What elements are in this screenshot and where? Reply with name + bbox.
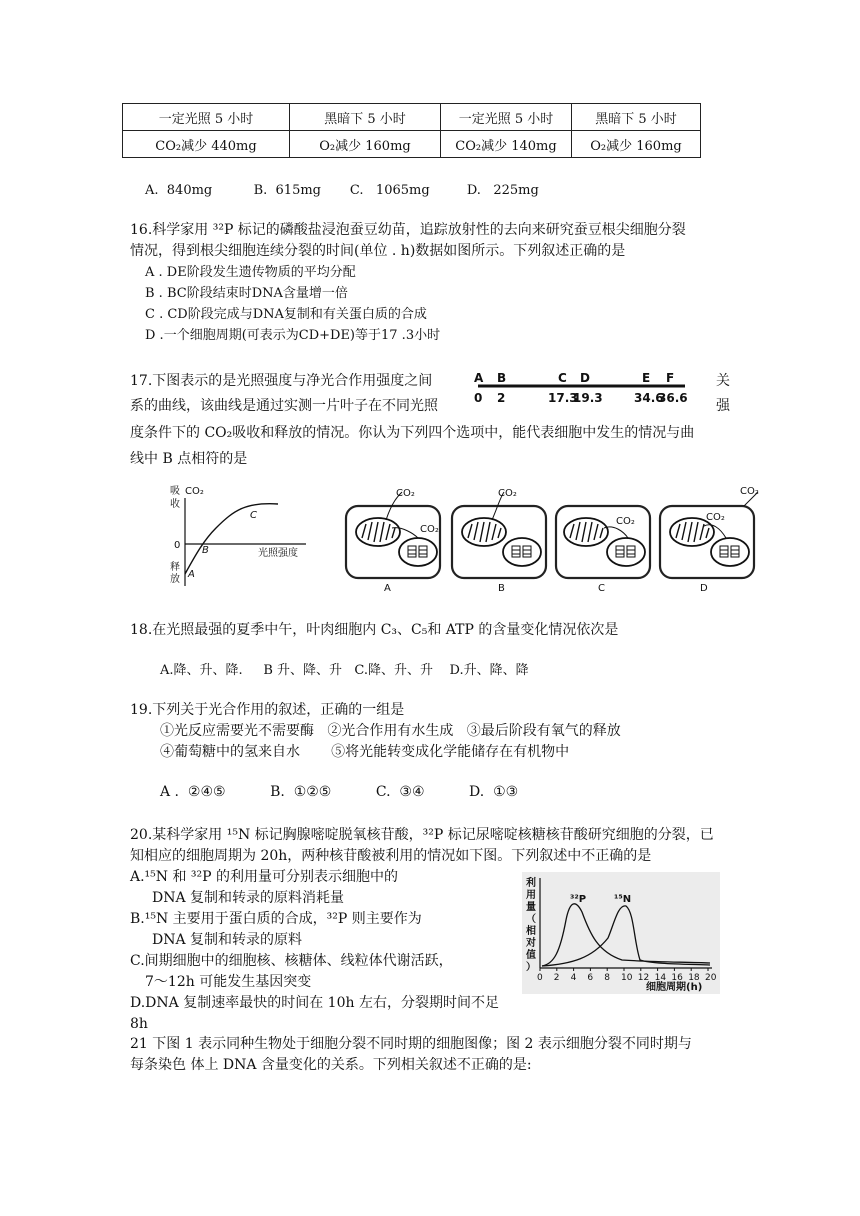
chloroplast-icon bbox=[399, 538, 437, 566]
tick-label: 20 bbox=[705, 973, 717, 983]
tick-label: 12 bbox=[637, 973, 650, 983]
tick-label: 6 bbox=[587, 973, 594, 983]
co2-label: CO₂ bbox=[396, 488, 415, 499]
graph-ylabel: 放 bbox=[170, 574, 180, 585]
mitochondrion-icon bbox=[462, 518, 506, 546]
q20-option-c1: C.间期细胞中的细胞核、核糖体、线粒体代谢活跃， bbox=[130, 953, 453, 969]
tick-label: 8 bbox=[604, 973, 610, 983]
table-header: 一定光照 5 小时 bbox=[123, 104, 290, 131]
data-table bbox=[122, 103, 701, 158]
q16-stem-line1: 16.科学家用 ³²P 标记的磷酸盐浸泡蚕豆幼苗，追踪放射性的去向来研究蚕豆根尖细胞分裂 bbox=[130, 222, 686, 238]
cell-label-c: C bbox=[598, 583, 605, 594]
timeline-value: 0 bbox=[474, 391, 483, 405]
graph-ylabel-char: 值 bbox=[526, 950, 536, 961]
cell-cycle-timeline bbox=[470, 368, 690, 408]
q21-stem-line1: 21 下图 1 表示同种生物处于细胞分裂不同时期的细胞图像；图 2 表示细胞分裂不同时期与 bbox=[130, 1036, 692, 1052]
timeline-letter: C bbox=[558, 371, 567, 385]
graph-ylabel-char: 对 bbox=[526, 938, 536, 949]
mitochondrion-icon bbox=[564, 518, 608, 546]
q21-stem-line2: 每条染色 体上 DNA 含量变化的关系。下列相关叙述不正确的是: bbox=[130, 1057, 532, 1073]
graph-ylabel-char: ） bbox=[526, 962, 536, 973]
table-cell: O₂减少 160mg bbox=[572, 131, 701, 158]
cell-diagrams bbox=[340, 482, 770, 594]
graph-ylabel-char: 用 bbox=[526, 890, 536, 901]
table-cell: CO₂减少 440mg bbox=[123, 131, 290, 158]
q16-stem-line2: 情况，得到根尖细胞连续分裂的时间(单位 . h)数据如图所示。下列叙述正确的是 bbox=[130, 243, 626, 259]
timeline-value: 17.3 bbox=[548, 391, 578, 405]
q17-stem-line3: 度条件下的 CO₂吸收和释放的情况。你认为下列四个选项中，能代表细胞中发生的情况与曲 bbox=[130, 425, 695, 441]
graph-ylabel-char: 相 bbox=[526, 926, 536, 937]
q19-statements-2: ④葡萄糖中的氢来自水 ⑤将光能转变成化学能储存在有机物中 bbox=[160, 744, 570, 760]
cell-label-b: B bbox=[498, 583, 505, 594]
tick-label: 16 bbox=[671, 973, 683, 983]
q20-option-a2: DNA 复制和转录的原料消耗量 bbox=[152, 890, 345, 906]
timeline-value: 36.6 bbox=[658, 391, 688, 405]
timeline-value: 2 bbox=[497, 391, 506, 405]
graph-ylabel: 吸 bbox=[170, 486, 180, 497]
q15-options: A. 840mg B. 615mg C. 1065mg D. 225mg bbox=[145, 183, 539, 198]
co2-label: CO₂ bbox=[740, 486, 759, 497]
point-label: C bbox=[250, 510, 257, 521]
chloroplast-icon bbox=[711, 538, 749, 566]
graph-zero: 0 bbox=[174, 540, 181, 551]
tick-label: 18 bbox=[688, 973, 700, 983]
q20-option-c2: 7～12h 可能发生基因突变 bbox=[145, 974, 312, 990]
graph-co2-label: CO₂ bbox=[185, 486, 204, 497]
q19-statements-1: ①光反应需要光不需要酶 ②光合作用有水生成 ③最后阶段有氧气的释放 bbox=[160, 723, 621, 739]
co2-label: CO₂ bbox=[498, 488, 517, 499]
timeline-letter: F bbox=[666, 371, 675, 385]
q16-option-d: D .一个细胞周期(可表示为CD+DE)等于17 .3小时 bbox=[145, 328, 441, 343]
series-label-p32: ³²P bbox=[570, 894, 587, 905]
tick-label: 2 bbox=[553, 973, 560, 983]
graph-ylabel-char: 量 bbox=[526, 902, 536, 913]
tick-label: 14 bbox=[654, 973, 667, 983]
q19-stem: 19.下列关于光合作用的叙述，正确的一组是 bbox=[130, 702, 405, 718]
tick-label: 4 bbox=[570, 973, 577, 983]
tick-label: 10 bbox=[621, 973, 633, 983]
series-label-n15: ¹⁵N bbox=[614, 894, 632, 905]
photosynthesis-curve bbox=[166, 482, 316, 590]
table-cell: O₂减少 160mg bbox=[290, 131, 441, 158]
graph-ylabel-char: 利 bbox=[526, 878, 536, 889]
q17-stem-line1b: 关 bbox=[716, 373, 730, 389]
q20-option-b1: B.¹⁵N 主要用于蛋白质的合成，³²P 则主要作为 bbox=[130, 911, 422, 927]
q20-option-d1: D.DNA 复制速率最快的时间在 10h 左右，分裂期时间不足 bbox=[130, 995, 499, 1011]
co2-label: CO₂ bbox=[616, 516, 635, 527]
q17-stem-line2b: 强 bbox=[716, 398, 730, 414]
timeline-letter: D bbox=[580, 371, 590, 385]
graph-ylabel-char: （ bbox=[526, 914, 536, 925]
graph-xlabel: 细胞周期(h) bbox=[646, 982, 703, 993]
q18-stem: 18.在光照最强的夏季中午，叶肉细胞内 C₃、C₅和 ATP 的含量变化情况依次是 bbox=[130, 622, 619, 638]
q20-option-a1: A.¹⁵N 和 ³²P 的利用量可分别表示细胞中的 bbox=[130, 869, 399, 885]
q20-stem-line1: 20.某科学家用 ¹⁵N 标记胸腺嘧啶脱氧核苷酸，³²P 标记尿嘧啶核糖核苷酸研究细胞的分裂，已 bbox=[130, 827, 714, 843]
chloroplast-icon bbox=[503, 538, 541, 566]
chloroplast-icon bbox=[607, 538, 645, 566]
q17-stem-line2a: 系的曲线，该曲线是通过实测一片叶子在不同光照 bbox=[130, 398, 438, 414]
q20-stem-line2: 知相应的细胞周期为 20h，两种核苷酸被利用的情况如下图。下列叙述中不正确的是 bbox=[130, 848, 652, 864]
graph-ylabel: 释 bbox=[170, 562, 180, 573]
q19-options: A . ②④⑤ B. ①②⑤ C. ③④ D. ①③ bbox=[160, 784, 519, 800]
tick-label: 0 bbox=[537, 973, 543, 983]
cell-label-a: A bbox=[384, 583, 391, 594]
q20-option-b2: DNA 复制和转录的原料 bbox=[152, 932, 303, 948]
graph-ylabel: 收 bbox=[170, 499, 180, 510]
table-cell: CO₂减少 140mg bbox=[441, 131, 572, 158]
table-header: 黑暗下 5 小时 bbox=[290, 104, 441, 131]
timeline-letter: A bbox=[474, 371, 484, 385]
table-header: 一定光照 5 小时 bbox=[441, 104, 572, 131]
co2-label: CO₂ bbox=[706, 512, 725, 523]
point-label: A bbox=[188, 569, 195, 580]
q16-option-b: B . BC阶段结束时DNA含量增一倍 bbox=[145, 286, 348, 301]
cell-label-d: D bbox=[700, 583, 708, 594]
timeline-letter: E bbox=[642, 371, 651, 385]
q16-option-c: C . CD阶段完成与DNA复制和有关蛋白质的合成 bbox=[145, 307, 427, 322]
table-header: 黑暗下 5 小时 bbox=[572, 104, 701, 131]
nucleotide-usage-graph bbox=[522, 872, 720, 994]
co2-label: CO₂ bbox=[420, 524, 439, 535]
mitochondrion-icon bbox=[356, 518, 400, 546]
q20-option-d2: 8h bbox=[130, 1016, 148, 1032]
q17-stem-line1a: 17.下图表示的是光照强度与净光合作用强度之间 bbox=[130, 373, 433, 389]
point-label: B bbox=[202, 545, 209, 556]
timeline-value: 19.3 bbox=[573, 391, 603, 405]
timeline-letter: B bbox=[497, 371, 507, 385]
q16-option-a: A . DE阶段发生遗传物质的平均分配 bbox=[145, 265, 356, 280]
timeline-value: 34.6 bbox=[634, 391, 664, 405]
q18-options: A.降、升、降. B 升、降、升 C.降、升、升 D.升、降、降 bbox=[160, 663, 529, 678]
q17-stem-line4: 线中 B 点相符的是 bbox=[130, 451, 248, 467]
graph-xlabel: 光照强度 bbox=[258, 548, 298, 559]
